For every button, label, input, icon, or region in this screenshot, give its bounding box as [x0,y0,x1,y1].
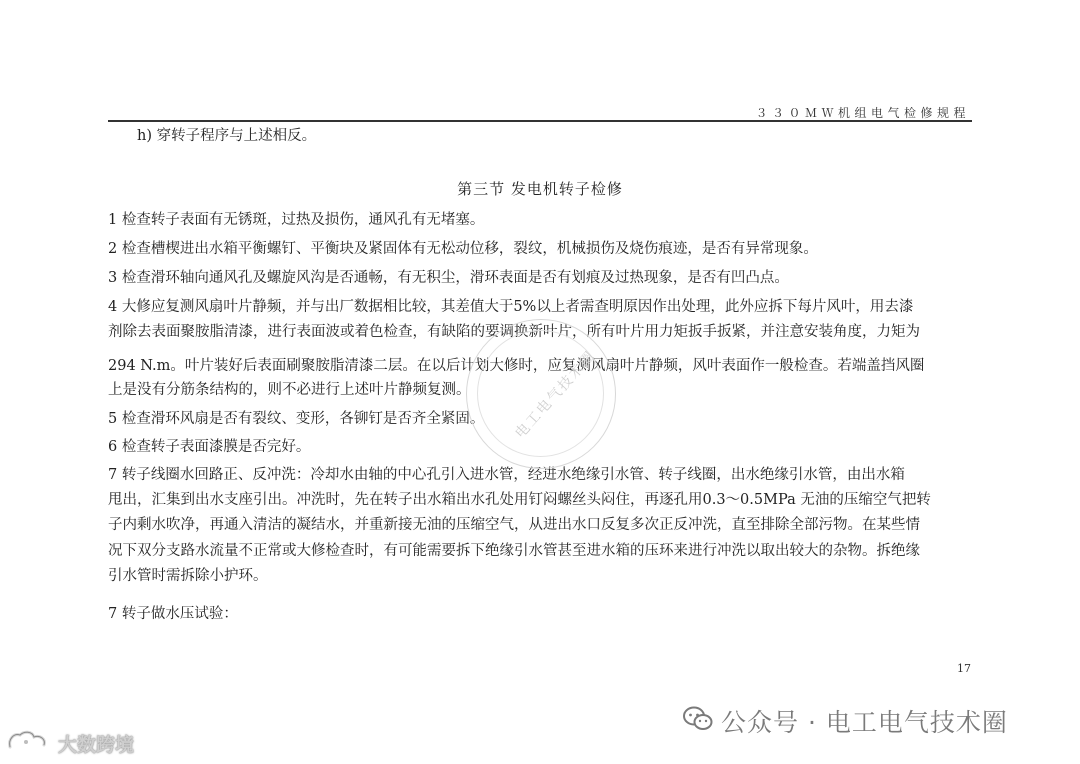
item-8-line: 7 转子做水压试验： [108,606,238,622]
item-1-line: 1 检查转子表面有无锈斑，过热及损伤，通风孔有无堵塞。 [108,212,485,228]
page-number: 17 [957,662,971,675]
item-7-line-3: 子内剩水吹净，再通入清洁的凝结水，并重新接无油的压缩空气，从进出水口反复多次正反冲洗，直至排除全部污物。在某些情 [108,517,920,533]
item-6-line: 6 检查转子表面漆膜是否完好。 [108,439,311,455]
watermark-stamp [466,319,616,469]
header-rule [108,120,972,122]
intro-line: h) 穿转子程序与上述相反。 [137,128,317,144]
corner-logo-text: 大数跨境 [58,734,135,756]
wechat-icon [683,706,713,736]
item-7-line-4: 况下双分支路水流量不正常或大修检查时，有可能需要拆下绝缘引水管甚至进水箱的压环来进行冲洗以取出较大的杂物。拆绝缘 [108,543,920,559]
stamp-text: 电工电气技术圈 [512,347,600,442]
item-3-line: 3 检查滑环轴向通风孔及螺旋风沟是否通畅，有无积尘，滑环表面是否有划痕及过热现象，是否有凹凸点。 [108,270,789,286]
item-4-line-3: 294 N.m。叶片装好后表面刷聚胺脂清漆二层。在以后计划大修时，应复测风扇叶片静频，风叶表面作一般检查。若端盖挡风圈 [108,358,925,374]
item-7-line-5: 引水管时需拆除小护环。 [108,568,268,584]
item-4-line-1: 4 大修应复测风扇叶片静频，并与出厂数据相比较，其差值大于5%以上者需查明原因作出处理，此外应拆下每片风叶，用去漆 [108,299,914,315]
item-4-line-4: 上是没有分筋条结构的，则不必进行上述叶片静频复测。 [108,382,471,398]
section-heading: 第三节 发电机转子检修 [457,180,623,198]
item-5-line: 5 检查滑环风扇是否有裂纹、变形，各铆钉是否齐全紧固。 [108,411,485,427]
corner-logo-icon [6,729,54,758]
corner-logo [6,729,134,758]
item-4-line-2: 剂除去表面聚胺脂清漆，进行表面波或着色检查，有缺陷的要调换新叶片，所有叶片用力矩扳手扳紧，并注意安装角度，力矩为 [108,324,920,340]
item-7-line-2: 甩出，汇集到出水支座引出。冲洗时，先在转子出水箱出水孔处用钉闷螺丝头闷住，再逐孔用0.3～0.5MPa 无油的压缩空气把转 [108,492,931,508]
item-7-line-1: 7 转子线圈水回路正、反冲洗：冷却水由轴的中心孔引入进水管，经进水绝缘引水管、转子线圈，出水绝缘引水管，由出水箱 [108,467,905,483]
header-title: ３３０ＭＷ机组电气检修规程 [755,106,970,120]
wechat-watermark [683,706,1008,736]
item-2-line: 2 检查槽楔进出水箱平衡螺钉、平衡块及紧固体有无松动位移，裂纹，机械损伤及烧伤痕迹，是否有异常现象。 [108,241,818,257]
wechat-label: 公众号 · 电工电气技术圈 [721,708,1008,737]
